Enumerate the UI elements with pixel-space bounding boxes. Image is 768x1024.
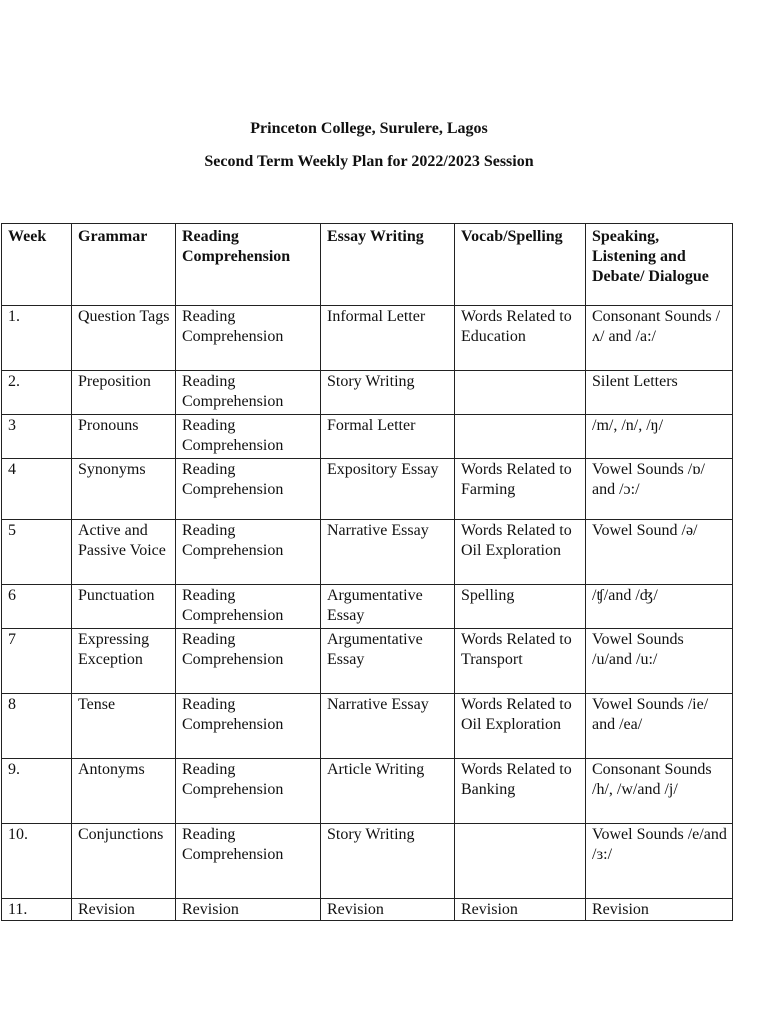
document-subtitle: Second Term Weekly Plan for 2022/2023 Session <box>204 153 534 170</box>
grammar-cell: Question Tags <box>72 306 176 371</box>
vocab-cell: Spelling <box>455 585 586 629</box>
speaking-cell: Revision <box>586 899 733 921</box>
speaking-cell: Consonant Sounds /ʌ/ and /a:/ <box>586 306 733 371</box>
table-row <box>2 415 733 459</box>
speaking-cell: Vowel Sounds /ɒ/ and /ɔ:/ <box>586 459 733 520</box>
essay-cell: Revision <box>321 899 455 921</box>
reading-cell: Reading Comprehension <box>176 585 321 629</box>
reading-cell: Reading Comprehension <box>176 824 321 899</box>
header-essay-writing: Essay Writing <box>321 224 455 306</box>
week-cell: 3 <box>2 415 72 459</box>
vocab-cell: Words Related to Oil Exploration <box>455 520 586 585</box>
grammar-cell: Tense <box>72 694 176 759</box>
grammar-cell: Active and Passive Voice <box>72 520 176 585</box>
speaking-cell: Vowel Sound /ə/ <box>586 520 733 585</box>
table-row <box>2 459 733 520</box>
week-cell: 4 <box>2 459 72 520</box>
speaking-cell: Consonant Sounds /h/, /w/and /j/ <box>586 759 733 824</box>
grammar-cell: Punctuation <box>72 585 176 629</box>
essay-cell: Article Writing <box>321 759 455 824</box>
week-cell: 11. <box>2 899 72 921</box>
week-cell: 1. <box>2 306 72 371</box>
essay-cell: Argumentative Essay <box>321 629 455 694</box>
vocab-cell: Words Related to Banking <box>455 759 586 824</box>
grammar-cell: Conjunctions <box>72 824 176 899</box>
header-reading-comprehension: Reading Comprehension <box>176 224 321 306</box>
speaking-cell: /m/, /n/, /ŋ/ <box>586 415 733 459</box>
essay-cell: Story Writing <box>321 824 455 899</box>
reading-cell: Reading Comprehension <box>176 371 321 415</box>
week-cell: 10. <box>2 824 72 899</box>
reading-cell: Reading Comprehension <box>176 694 321 759</box>
grammar-cell: Synonyms <box>72 459 176 520</box>
grammar-cell: Expressing Exception <box>72 629 176 694</box>
vocab-cell: Words Related to Education <box>455 306 586 371</box>
reading-cell: Reading Comprehension <box>176 629 321 694</box>
week-cell: 9. <box>2 759 72 824</box>
table-row <box>2 585 733 629</box>
vocab-cell: Words Related to Farming <box>455 459 586 520</box>
speaking-cell: /ʧ/and /ʤ/ <box>586 585 733 629</box>
speaking-cell: Vowel Sounds /e/and /ɜ:/ <box>586 824 733 899</box>
essay-cell: Narrative Essay <box>321 694 455 759</box>
header-grammar: Grammar <box>72 224 176 306</box>
table-row <box>2 694 733 759</box>
weekly-plan-table <box>1 223 733 921</box>
vocab-cell <box>455 371 586 415</box>
week-cell: 7 <box>2 629 72 694</box>
speaking-cell: Vowel Sounds /u/and /u:/ <box>586 629 733 694</box>
speaking-cell: Vowel Sounds /ie/ and /ea/ <box>586 694 733 759</box>
vocab-cell <box>455 415 586 459</box>
week-cell: 8 <box>2 694 72 759</box>
essay-cell: Story Writing <box>321 371 455 415</box>
table-row <box>2 824 733 899</box>
week-cell: 5 <box>2 520 72 585</box>
essay-cell: Expository Essay <box>321 459 455 520</box>
grammar-cell: Antonyms <box>72 759 176 824</box>
reading-cell: Reading Comprehension <box>176 759 321 824</box>
essay-cell: Argumentative Essay <box>321 585 455 629</box>
table-row <box>2 899 733 921</box>
vocab-cell: Words Related to Oil Exploration <box>455 694 586 759</box>
table-row <box>2 371 733 415</box>
essay-cell: Formal Letter <box>321 415 455 459</box>
grammar-cell: Revision <box>72 899 176 921</box>
document-title: Princeton College, Surulere, Lagos <box>250 120 488 137</box>
table-row <box>2 520 733 585</box>
vocab-cell: Words Related to Transport <box>455 629 586 694</box>
table-row <box>2 759 733 824</box>
table-body <box>2 306 733 921</box>
reading-cell: Reading Comprehension <box>176 415 321 459</box>
header-speaking-listening: Speaking, Listening and Debate/ Dialogue <box>586 224 733 306</box>
table-header-row <box>2 224 733 306</box>
vocab-cell: Revision <box>455 899 586 921</box>
vocab-cell <box>455 824 586 899</box>
reading-cell: Reading Comprehension <box>176 520 321 585</box>
grammar-cell: Preposition <box>72 371 176 415</box>
table-row <box>2 306 733 371</box>
essay-cell: Narrative Essay <box>321 520 455 585</box>
reading-cell: Reading Comprehension <box>176 459 321 520</box>
table-row <box>2 629 733 694</box>
week-cell: 2. <box>2 371 72 415</box>
week-cell: 6 <box>2 585 72 629</box>
essay-cell: Informal Letter <box>321 306 455 371</box>
speaking-cell: Silent Letters <box>586 371 733 415</box>
header-vocab-spelling: Vocab/Spelling <box>455 224 586 306</box>
grammar-cell: Pronouns <box>72 415 176 459</box>
reading-cell: Revision <box>176 899 321 921</box>
reading-cell: Reading Comprehension <box>176 306 321 371</box>
header-week: Week <box>2 224 72 306</box>
